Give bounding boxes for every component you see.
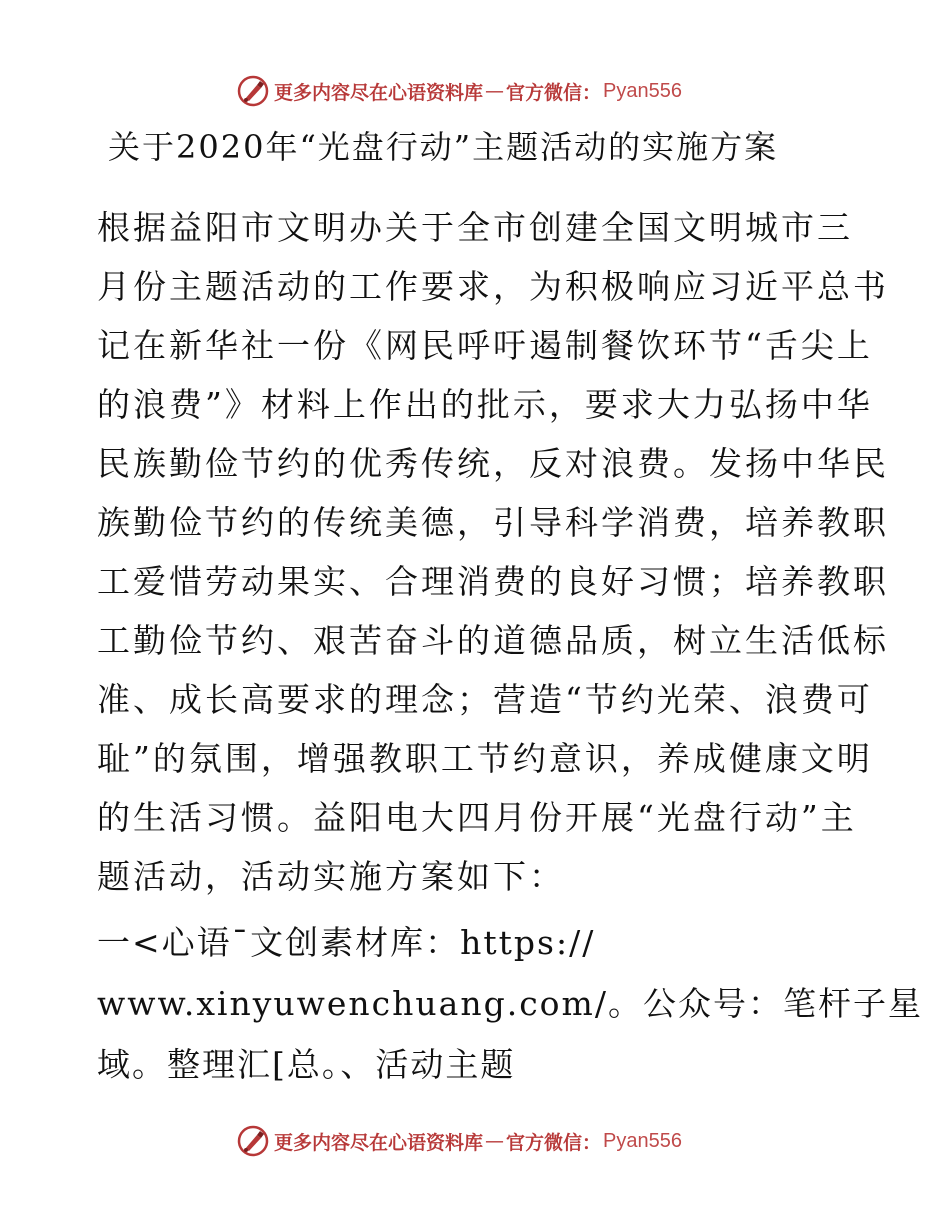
watermark-header [236, 74, 682, 108]
body-line: 的生活习惯。益阳电大四月份开展“光盘行动”主 [97, 798, 857, 837]
body-line: 根据益阳市文明办关于全市创建全国文明城市三 [97, 208, 853, 247]
document-body [97, 198, 889, 906]
watermark-id: Pyan556 [603, 79, 682, 102]
section-line: www.xinyuwenchuang.com/。公众号：笔杆子星 [97, 984, 923, 1023]
body-line: 耻”的氛围，增强教职工节约意识，养成健康文明 [97, 739, 873, 778]
watermark-id: Pyan556 [603, 1129, 682, 1152]
body-line: 族勤俭节约的传统美德，引导科学消费，培养教职 [97, 503, 889, 542]
watermark-text: 更多内容尽在心语资料库 [274, 1131, 484, 1154]
watermark-footer [236, 1124, 682, 1158]
watermark-text: 更多内容尽在心语资料库 [274, 81, 484, 104]
pen-logo-icon [236, 74, 270, 108]
body-line: 记在新华社一份《网民呼吁遏制餐饮环节“舌尖上 [97, 326, 873, 365]
body-line: 的浪费”》材料上作出的批示，要求大力弘扬中华 [97, 385, 873, 424]
body-line: 月份主题活动的工作要求，为积极响应习近平总书 [97, 267, 889, 306]
body-line: 工爱惜劳动果实、合理消费的良好习惯；培养教职 [97, 562, 889, 601]
pen-logo-icon [236, 1124, 270, 1158]
watermark-separator: — [485, 1130, 505, 1152]
section-line: 一<心语¯文创素材库：https:// [97, 923, 596, 962]
section-line: 域。整理汇[总。、活动主题 [97, 1045, 516, 1084]
watermark-label: 官方微信： [506, 81, 602, 104]
watermark-separator: — [485, 80, 505, 102]
body-line: 题活动，活动实施方案如下： [97, 857, 565, 896]
body-line: 工勤俭节约、艰苦奋斗的道德品质，树立生活低标 [97, 621, 889, 660]
body-line: 准、成长高要求的理念；营造“节约光荣、浪费可 [97, 680, 873, 719]
section-heading-block [97, 912, 923, 1095]
body-line: 民族勤俭节约的优秀传统，反对浪费。发扬中华民 [97, 444, 889, 483]
watermark-label: 官方微信： [506, 1131, 602, 1154]
document-title: 关于2020年“光盘行动”主题活动的实施方案 [108, 128, 779, 166]
